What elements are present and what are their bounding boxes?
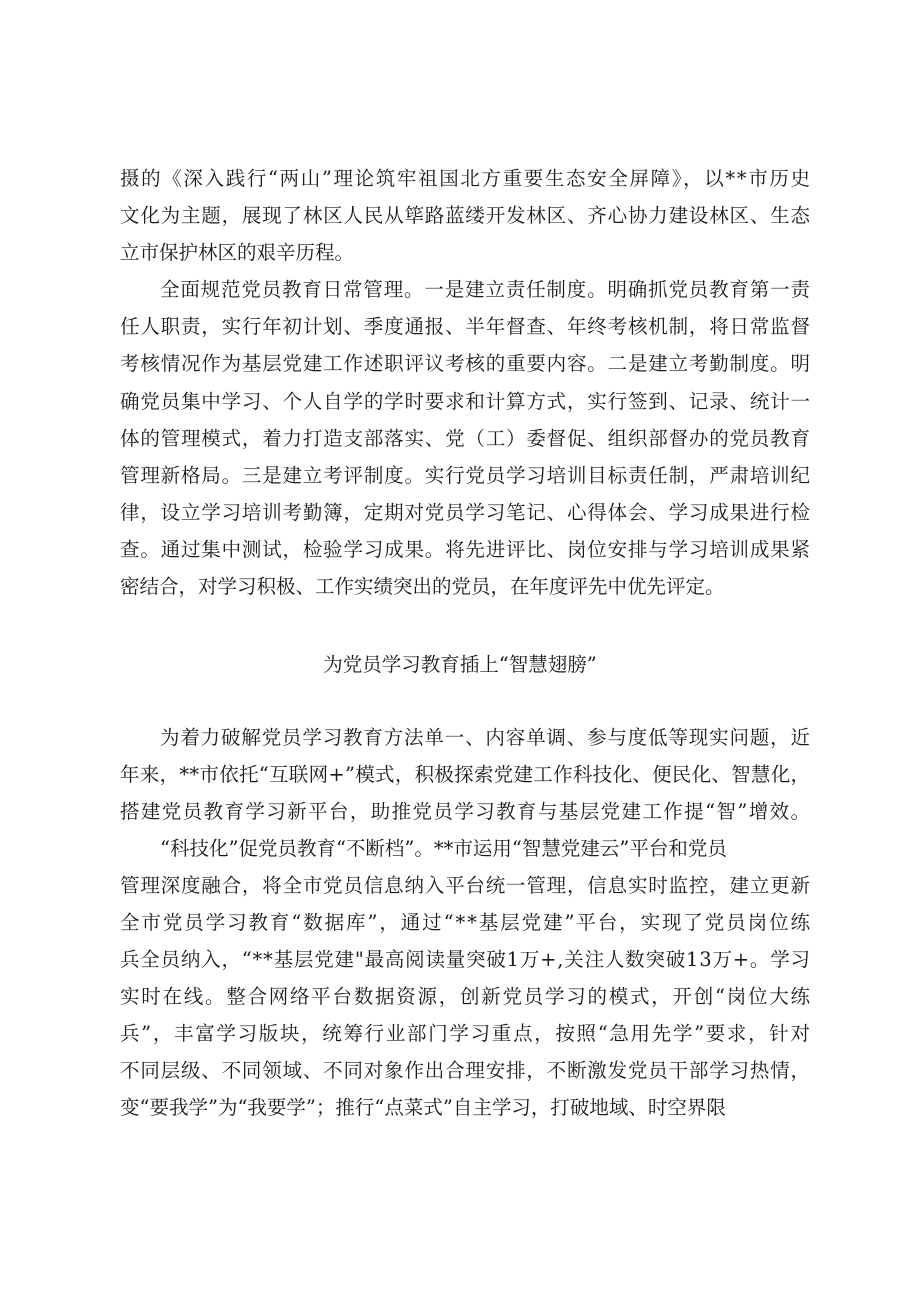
paragraph-first-line: 全面规范党员教育日常管理。一是建立责任制度。明确抓党员教育第一责 <box>160 278 811 301</box>
paragraph-line: 考核情况作为基层党建工作述职评议考核的重要内容。二是建立考勤制度。明 <box>120 352 811 375</box>
paragraph-first-line: 为着力破解党员学习教育方法单一、内容单调、参与度低等现实问题，近 <box>160 726 811 749</box>
paragraph-line: 文化为主题，展现了林区人民从筚路蓝缕开发林区、齐心协力建设林区、生态 <box>120 204 811 227</box>
paragraph-line: 兵全员纳入，“**基层党建"最高阅读量突破1万+,关注人数突破13万+。学习 <box>120 948 811 971</box>
paragraph-line: 体的管理模式，着力打造支部落实、党（工）委督促、组织部督办的党员教育 <box>120 427 811 450</box>
paragraph-line: 变“要我学”为“我要学”；推行“点菜式”自主学习，打破地域、时空界限 <box>120 1096 726 1119</box>
paragraph-line: 实时在线。整合网络平台数据资源，创新党员学习的模式，开创“岗位大练 <box>120 985 812 1008</box>
paragraph-line: 查。通过集中测试，检验学习成果。将先进评比、岗位安排与学习培训成果紧 <box>120 538 811 561</box>
paragraph-line: 管理深度融合，将全市党员信息纳入平台统一管理，信息实时监控，建立更新 <box>120 874 811 897</box>
paragraph-line: 年来，**市依托“互联网+”模式，积极探索党建工作科技化、便民化、智慧化， <box>120 763 811 786</box>
paragraph-line: 管理新格局。三是建立考评制度。实行党员学习培训目标责任制，严肃培训纪 <box>120 464 811 487</box>
paragraph-line: 搭建党员教育学习新平台，助推党员学习教育与基层党建工作提“智”增效。 <box>120 800 812 823</box>
section-heading: 为党员学习教育插上“智慧翅膀” <box>323 653 597 676</box>
paragraph-line: 密结合，对学习积极、工作实绩突出的党员，在年度评先中优先评定。 <box>120 575 725 598</box>
paragraph-line: 兵”，丰富学习版块，统筹行业部门学习重点，按照“急用先学”要求，针对 <box>120 1022 812 1045</box>
paragraph-line: 确党员集中学习、个人自学的学时要求和计算方式，实行签到、记录、统计一 <box>120 390 811 413</box>
paragraph-line: 全市党员学习教育“数据库”，通过“**基层党建”平台，实现了党员岗位练 <box>120 911 812 934</box>
paragraph-line: 摄的《深入践行“两山”理论筑牢祖国北方重要生态安全屏障》，以**市历史 <box>120 167 812 190</box>
paragraph-line: 任人职责，实行年初计划、季度通报、半年督查、年终考核机制，将日常监督 <box>120 315 811 338</box>
paragraph-line: 律，设立学习培训考勤簿，定期对党员学习笔记、心得体会、学习成果进行检 <box>120 501 811 524</box>
paragraph-line: 立市保护林区的艰辛历程。 <box>120 241 355 264</box>
paragraph-first-line: “科技化”促党员教育“不断档”。**市运用“智慧党建云”平台和党员 <box>160 837 727 860</box>
paragraph-line: 不同层级、不同领域、不同对象作出合理安排，不断激发党员干部学习热情， <box>120 1059 811 1082</box>
